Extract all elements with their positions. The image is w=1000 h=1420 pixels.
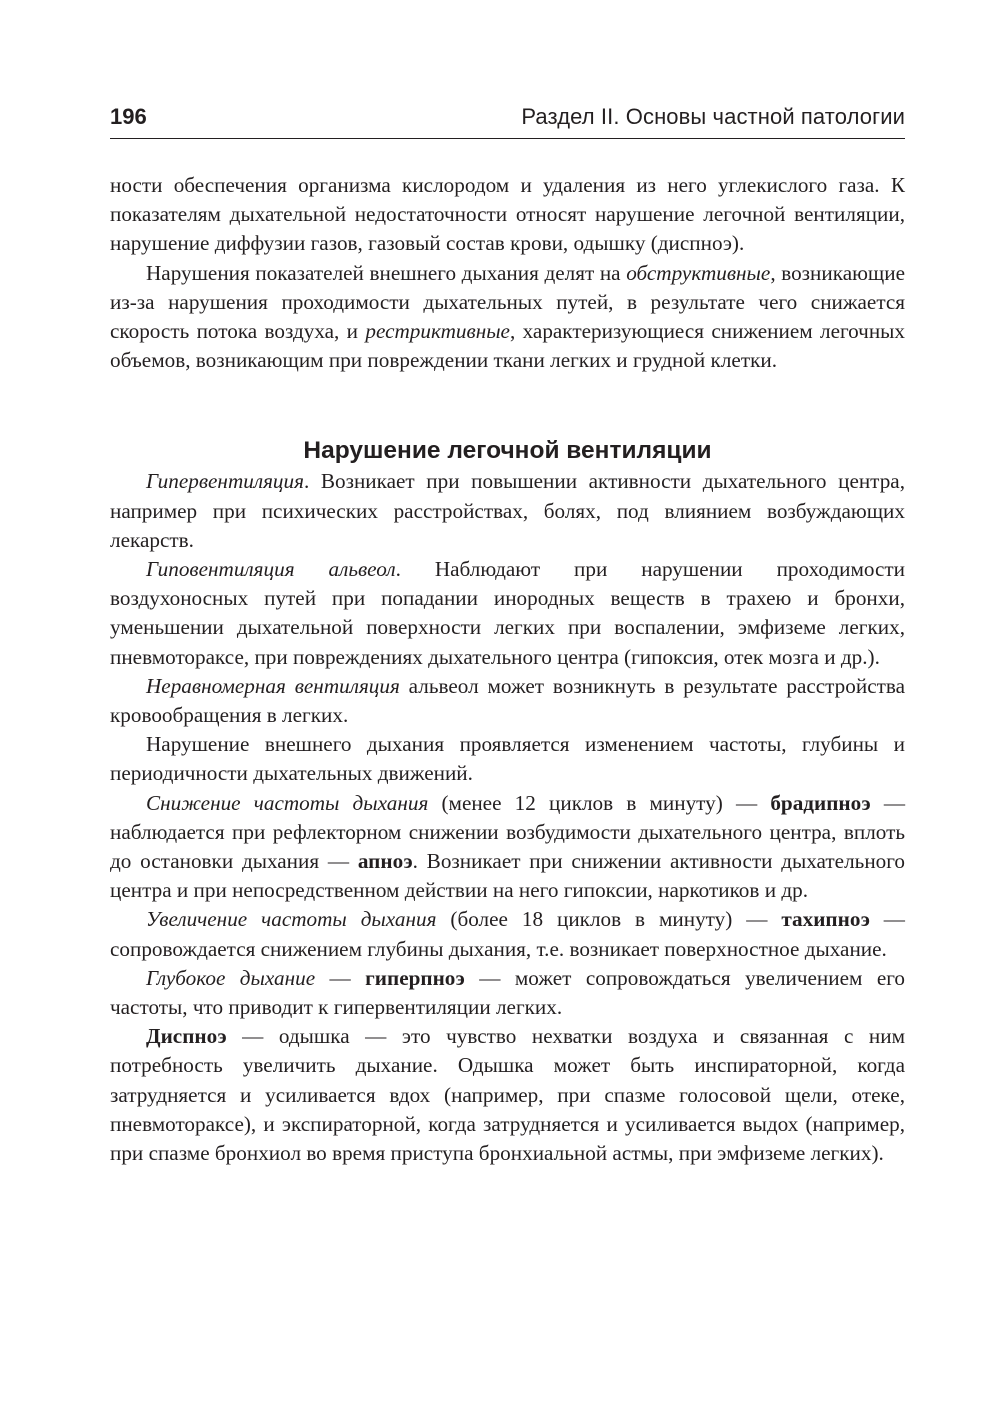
term-rate-increase: Увеличение частоты дыхания — [146, 907, 437, 932]
text-run: , возникающие из-за нарушения проходимости дыхательных путей, в результате чего снижается скорость потока воздуха, и — [110, 260, 905, 344]
intro-block — [110, 171, 905, 375]
running-head — [110, 102, 905, 139]
text-run: . Наблюдают при нарушении проходимости воздухоносных путей при попадании инородных веществ в трахею и бронхи, уменьшении дыхательной поверхности легких при воспалении, эмфиземе легких, пневмотораксе, при повреждениях дыхательного центра (гипоксия, отек мозга и др.). — [110, 557, 905, 669]
paragraph-hyperpnea — [110, 964, 905, 1022]
term-restrictive: рестриктивные — [365, 319, 510, 344]
paragraph-hypoventilation — [110, 555, 905, 672]
paragraph-uneven-ventilation — [110, 672, 905, 730]
book-page — [110, 102, 905, 1168]
text-run: (более 18 циклов в минуту) — — [436, 907, 782, 932]
text-run: Нарушения показателей внешнего дыхания делят на — [146, 260, 627, 285]
text-run: , характеризующиеся снижением легочных объемов, возникающим при повреждении ткани легких и грудной клетки. — [110, 319, 906, 373]
text-run: — может сопровождаться увеличением его частоты, что приводит к гипервентиляции легких. — [110, 965, 906, 1020]
term-bradypnea: брадипноэ — [770, 790, 871, 815]
term-deep-breathing: Глубокое дыхание — [146, 965, 316, 990]
paragraph-hyperventilation — [110, 467, 905, 555]
term-obstructive: обструктивные — [626, 260, 771, 285]
paragraph-dyspnea — [110, 1022, 905, 1168]
text-run: — одышка — это чувство нехватки воздуха и связанная с ним потребность увеличить дыхание. Одышка может быть инспираторной, когда затрудняется и усиливается вдох (например, при спазме голосовой щели, отеке, пневмотораксе), и экспираторной, когда затрудняется и усиливается выдох (например, при спазме бронхиол во время приступа бронхиальной астмы, при эмфиземе легких). — [110, 1024, 905, 1166]
running-head-title: Раздел II. Основы частной патологии — [521, 104, 905, 129]
term-rate-decrease: Снижение частоты дыхания — [146, 790, 429, 815]
paragraph-bradypnea — [110, 789, 905, 906]
text-run: . Возникает при снижении активности дыхательного центра и при непосредственном действии на него гипоксии, наркотиков и др. — [110, 849, 906, 903]
text-run: — сопровождается снижением глубины дыхания, т.е. возникает поверхностное дыхание. — [110, 907, 905, 961]
section-body — [110, 467, 905, 1168]
text-run: альвеол может возникнуть в результате расстройства кровообращения в легких. — [110, 673, 905, 728]
section-heading: Нарушение легочной вентиляции — [303, 437, 712, 465]
term-uneven-ventilation: Неравномерная вентиляция — [146, 673, 400, 698]
paragraph-continued: ности обеспечения организма кислородом и удаления из него углекислого газа. К показателям дыхательной недостаточности относят нарушение легочной вентиляции, нарушение диффузии газов, газовый состав крови, одышку (диспноэ). — [110, 173, 905, 256]
text-run: — — [315, 965, 366, 990]
text-run: (менее 12 циклов в минуту) — — [428, 790, 771, 815]
paragraph-tachypnea — [110, 905, 905, 963]
term-tachypnea: тахипноэ — [781, 907, 870, 932]
paragraph-external-breathing: Нарушение внешнего дыхания проявляется изменением частоты, глубины и периодичности дыхательных движений. — [110, 732, 905, 786]
term-apnea: апноэ — [357, 849, 413, 874]
term-hyperventilation: Гипервентиляция — [146, 469, 304, 494]
page-number: 196 — [110, 104, 147, 129]
text-run: — наблюдается при рефлекторном снижении возбудимости дыхательного центра, вплоть до остановки дыхания — — [110, 790, 906, 874]
term-hypoventilation: Гиповентиляция альвеол — [146, 557, 396, 582]
term-dyspnea: Диспноэ — [146, 1024, 227, 1049]
text-run: . Возникает при повышении активности дыхательного центра, например при психических расстройствах, болях, под влиянием возбуждающих лекарств. — [110, 469, 905, 552]
paragraph-obstructive-restrictive — [110, 259, 905, 376]
term-hyperpnea: гиперпноэ — [365, 965, 465, 990]
